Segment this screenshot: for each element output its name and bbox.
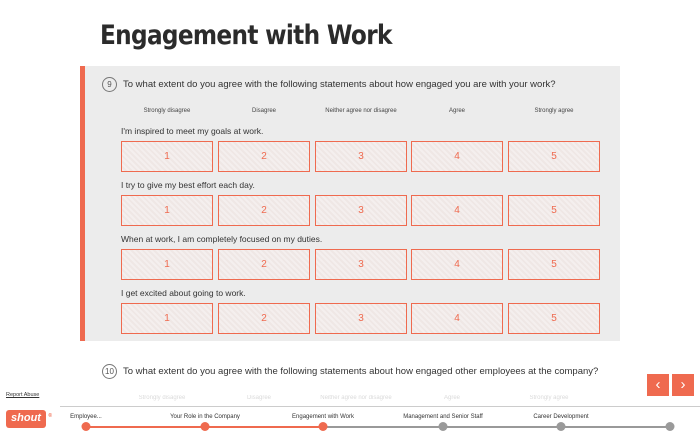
rating-option[interactable]: 1 — [121, 249, 213, 280]
question-number: 9 — [102, 77, 117, 92]
rating-option[interactable]: 4 — [411, 195, 503, 226]
progress-step-dot[interactable] — [319, 422, 328, 431]
next-scale-labels — [116, 395, 600, 405]
next-question-text: To what extent do you agree with the following statements about how engaged other employees at the company? — [123, 366, 599, 377]
rating-option[interactable]: 5 — [508, 303, 600, 334]
rating-option[interactable]: 3 — [315, 249, 407, 280]
rating-option[interactable]: 4 — [411, 141, 503, 172]
question-text: To what extent do you agree with the following statements about how engaged you are with your work? — [123, 79, 556, 90]
progress-step-label[interactable]: Your Role in the Company — [170, 414, 240, 420]
page-title: Engagement with Work — [100, 20, 392, 51]
rating-option[interactable]: 1 — [121, 195, 213, 226]
statement-text: I get excited about going to work. — [121, 288, 246, 298]
progress-step-label[interactable]: Employee... — [70, 414, 102, 420]
scale-labels — [121, 108, 605, 118]
scale-label: Strongly disagree — [143, 108, 191, 114]
progress-step-label[interactable]: Management and Senior Staff — [403, 414, 483, 420]
rating-option[interactable]: 4 — [411, 303, 503, 334]
rating-option[interactable]: 1 — [121, 141, 213, 172]
chevron-right-icon: › — [680, 376, 686, 393]
statement-text: I'm inspired to meet my goals at work. — [121, 126, 264, 136]
scale-label: Disagree — [246, 395, 271, 401]
next-button[interactable] — [672, 374, 694, 396]
report-abuse-link[interactable]: Report Abuse — [6, 392, 40, 398]
rating-option[interactable]: 5 — [508, 141, 600, 172]
rating-option[interactable]: 2 — [218, 249, 310, 280]
scale-label: Neither agree nor disagree — [320, 395, 392, 401]
rating-row — [121, 141, 605, 172]
scale-label: Neither agree nor disagree — [325, 108, 397, 114]
progress-step-dot[interactable] — [439, 422, 448, 431]
scale-label: Strongly agree — [529, 395, 569, 401]
previous-button[interactable] — [647, 374, 669, 396]
question-card — [80, 66, 620, 341]
footer-divider — [60, 406, 700, 407]
rating-option[interactable]: 5 — [508, 249, 600, 280]
rating-option[interactable]: 1 — [121, 303, 213, 334]
progress-step-label[interactable]: Career Development — [533, 414, 589, 420]
progress-step-label[interactable]: Engagement with Work — [292, 414, 354, 420]
progress-step-dot[interactable] — [557, 422, 566, 431]
scale-label: Disagree — [251, 108, 276, 114]
rating-option[interactable]: 3 — [315, 141, 407, 172]
rating-option[interactable]: 3 — [315, 303, 407, 334]
rating-option[interactable]: 2 — [218, 195, 310, 226]
progress-step-dot[interactable] — [82, 422, 91, 431]
progress-step-dot[interactable] — [666, 422, 675, 431]
rating-row — [121, 303, 605, 334]
scale-label: Agree — [443, 395, 460, 401]
shout-logo — [6, 410, 52, 428]
scale-label: Agree — [448, 108, 465, 114]
rating-option[interactable]: 4 — [411, 249, 503, 280]
scale-label: Strongly disagree — [138, 395, 186, 401]
scale-label: Strongly agree — [534, 108, 574, 114]
logo-text: shout — [11, 412, 41, 424]
next-question-header — [102, 364, 598, 379]
statement-text: I try to give my best effort each day. — [121, 180, 255, 190]
rating-row — [121, 195, 605, 226]
next-question-number: 10 — [102, 364, 117, 379]
logo-mark: ® — [48, 413, 52, 419]
chevron-left-icon: ‹ — [655, 376, 661, 393]
question-header — [102, 77, 556, 92]
rating-option[interactable]: 2 — [218, 141, 310, 172]
rating-option[interactable]: 3 — [315, 195, 407, 226]
rating-option[interactable]: 2 — [218, 303, 310, 334]
rating-row — [121, 249, 605, 280]
progress-step-dot[interactable] — [201, 422, 210, 431]
statement-text: When at work, I am completely focused on my duties. — [121, 234, 323, 244]
rating-option[interactable]: 5 — [508, 195, 600, 226]
